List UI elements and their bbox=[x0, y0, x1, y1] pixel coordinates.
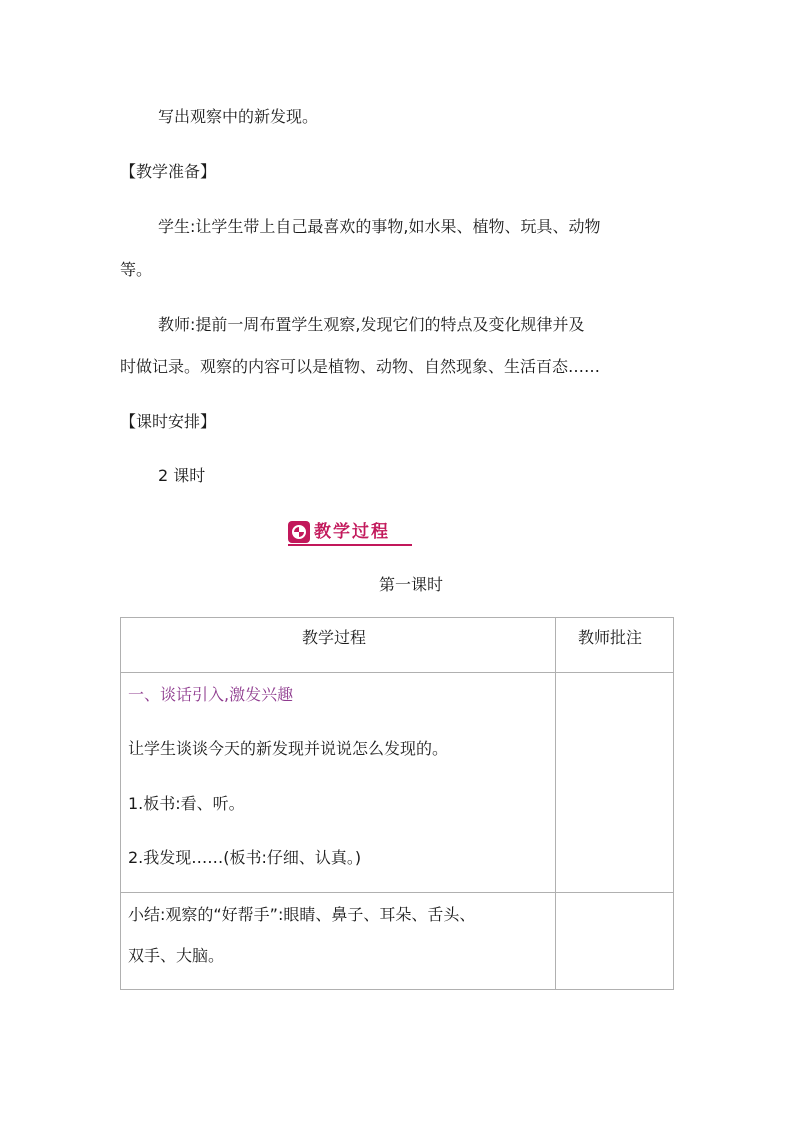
table-border-top bbox=[120, 617, 674, 618]
row1-line: 让学生谈谈今天的新发现并说说怎么发现的。 bbox=[128, 739, 449, 758]
heading-lesson-schedule: 【课时安排】 bbox=[120, 412, 217, 431]
row1-heading: 一、谈话引入,激发兴趣 bbox=[128, 685, 294, 704]
section-title: 第一课时 bbox=[379, 575, 444, 594]
banner-underline bbox=[288, 544, 412, 546]
teaching-process-banner bbox=[288, 519, 390, 545]
paragraph-observation: 写出观察中的新发现。 bbox=[158, 107, 319, 126]
banner-title: 教学过程 bbox=[314, 521, 390, 542]
table-row-divider-1 bbox=[120, 892, 674, 893]
row1-line: 2.我发现……(板书:仔细、认真。) bbox=[128, 848, 362, 867]
table-row-divider-header bbox=[120, 672, 674, 673]
row2-line: 小结:观察的“好帮手”:眼睛、鼻子、耳朵、舌头、 bbox=[128, 905, 476, 924]
paragraph-students-line1: 学生:让学生带上自己最喜欢的事物,如水果、植物、玩具、动物 bbox=[158, 217, 601, 236]
table-header-process: 教学过程 bbox=[302, 628, 367, 647]
row2-line: 双手、大脑。 bbox=[128, 946, 225, 965]
paragraph-teacher-line2: 时做记录。观察的内容可以是植物、动物、自然现象、生活百态…… bbox=[120, 357, 601, 376]
heading-teaching-preparation: 【教学准备】 bbox=[120, 162, 217, 181]
table-header-notes: 教师批注 bbox=[578, 628, 643, 647]
lesson-table bbox=[120, 617, 674, 990]
paragraph-teacher-line1: 教师:提前一周布置学生观察,发现它们的特点及变化规律并及 bbox=[158, 315, 585, 334]
swirl-logo-icon bbox=[288, 521, 310, 543]
paragraph-lesson-count: 2 课时 bbox=[158, 466, 206, 485]
row1-line: 1.板书:看、听。 bbox=[128, 794, 245, 813]
paragraph-students-line2: 等。 bbox=[120, 260, 153, 279]
table-border-bottom bbox=[120, 989, 674, 990]
